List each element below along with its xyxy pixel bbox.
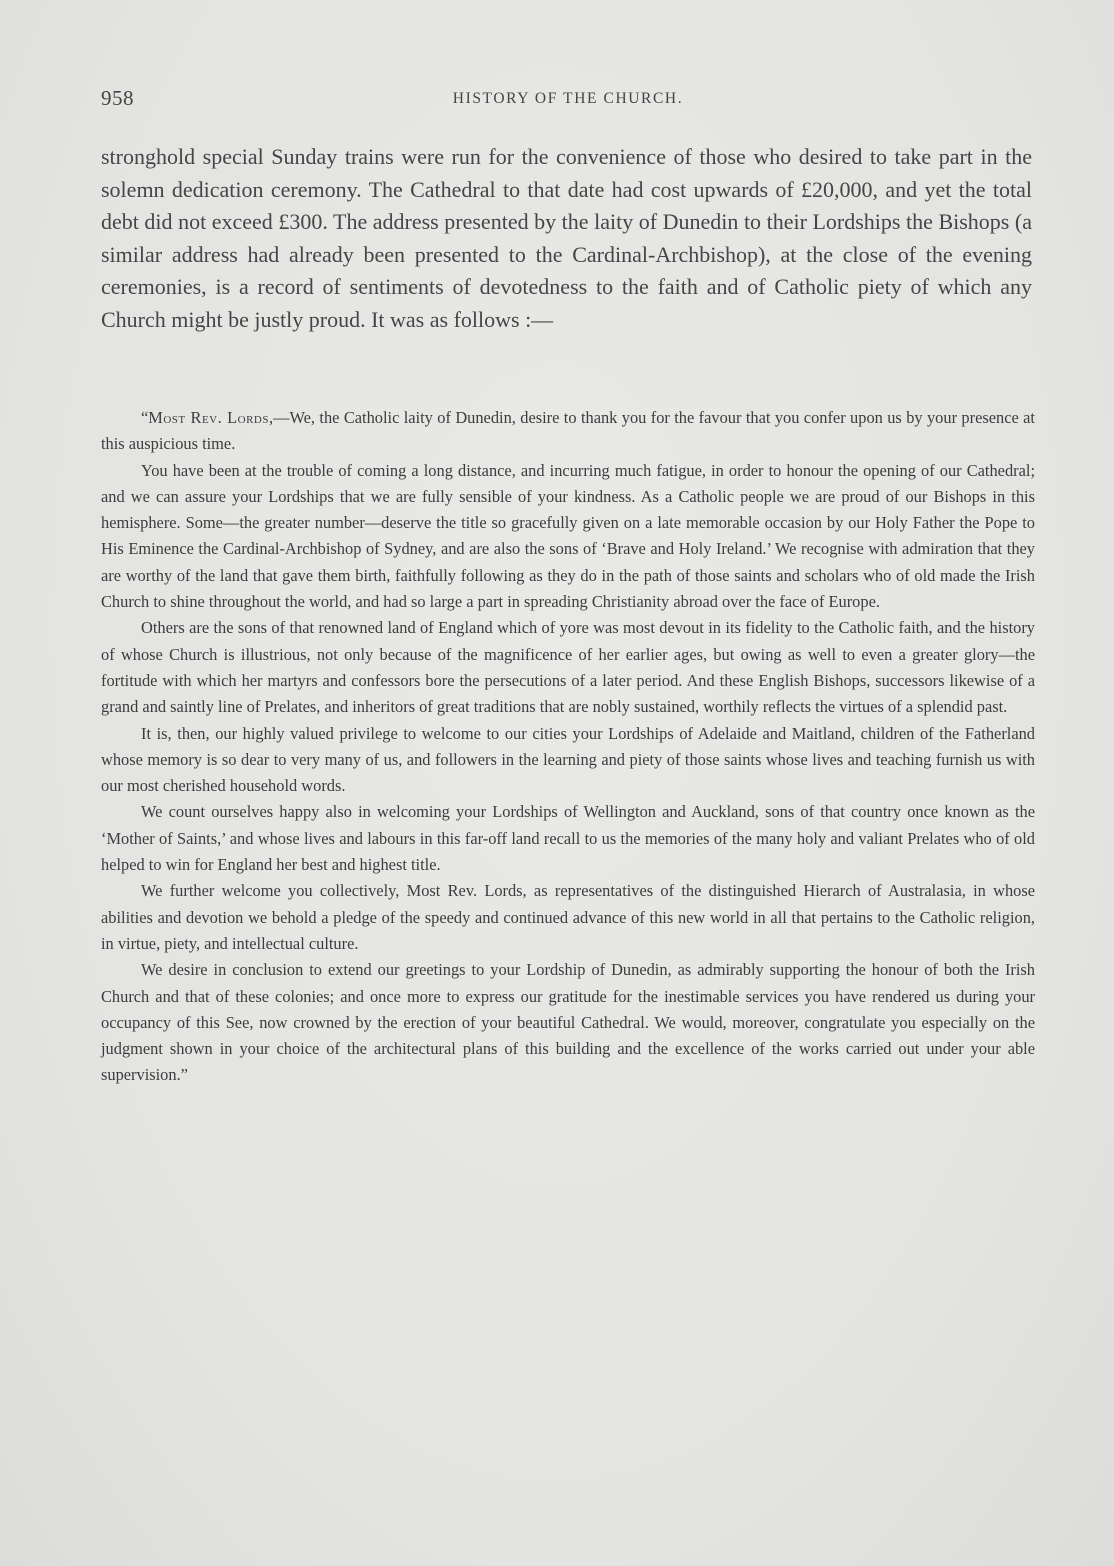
address-paragraph: We further welcome you collectively, Most Rev. Lords, as representatives of the distinguished Hierarch of Australasia, in whose abilities and devotion we behold a pledge of the speedy and continued advance of this new world in all that pertains to the Catholic religion, in virtue, piety, and intellectual culture. — [101, 881, 1035, 953]
address-paragraph: We count ourselves happy also in welcoming your Lordships of Wellington and Auckland, sons of that country once known as the ‘Mother of Saints,’ and whose lives and labours in this far-off land recall to us the memories of the many holy and valiant Prelates who of old helped to win for England her best and highest title. — [101, 802, 1035, 875]
address-quotation — [101, 405, 1035, 1089]
address-paragraph — [101, 405, 1035, 458]
address-paragraph: You have been at the trouble of coming a long distance, and incurring much fatigue, in order to honour the opening of our Cathedral; and we can assure your Lordships that we are fully sensible of your kindness. As a Catholic people we are proud of our Bishops in this hemisphere. Some—the greater number—deserve the title so gracefully given on a late memorable occasion by our Holy Father the Pope to His Eminence the Cardinal-Archbishop of Sydney, and are also the sons of ‘Brave and Holy Ireland.’ We recognise with admiration that they are worthy of the land that gave them birth, faithfully following as they do in the path of those saints and scholars who of old made the Irish Church to shine throughout the world, and had so large a part in spreading Christianity abroad over the face of Europe. — [101, 460, 1035, 612]
address-first-paragraph: ,—We, the Catholic laity of Dunedin, desire to thank you for the favour that you confer upon us by your presence at this auspicious time. — [101, 408, 1035, 454]
opening-quote-mark: “ — [141, 408, 149, 427]
running-head: HISTORY OF THE CHURCH. — [452, 90, 684, 107]
page-header — [101, 86, 1035, 116]
address-paragraph: It is, then, our highly valued privilege to welcome to our cities your Lordships of Adelaide and Maitland, children of the Fatherland whose memory is so dear to very many of us, and followers in the learning and piety of those saints whose lives and teaching furnish us with our most cherished household words. — [101, 723, 1035, 796]
body-text — [101, 141, 1032, 337]
address-paragraph: Others are the sons of that renowned land of England which of yore was most devout in its fidelity to the Catholic faith, and the history of whose Church is illustrious, not only because of the magnificence of her earlier ages, but owing as well to even a greater glory—the fortitude with which her martyrs and confessors bore the persecutions of a later period. And these English Bishops, successors likewise of a grand and saintly line of Prelates, and inheritors of great traditions that are nobly sustained, worthily reflects the virtues of a splendid past. — [101, 618, 1035, 717]
salutation: Most Rev. Lords — [148, 408, 269, 427]
page-number: 958 — [101, 86, 134, 110]
body-paragraph: stronghold special Sunday trains were run for the convenience of those who desired to take part in the solemn dedication ceremony. The Cathedral to that date had cost upwards of £20,000, and yet the total debt did not exceed £300. The address presented by the laity of Dunedin to their Lordships the Bishops (a similar address had already been presented to the Cardinal-Archbishop), at the close of the evening ceremonies, is a record of sentiments of devotedness to the faith and of Catholic piety of which any Church might be justly proud. It was as follows :— — [101, 144, 1032, 332]
address-paragraph: We desire in conclusion to extend our greetings to your Lordship of Dunedin, as admirably supporting the honour of both the Irish Church and that of these colonies; and once more to express our gratitude for the inestimable services you have rendered us during your occupancy of this See, now crowned by the erection of your beautiful Cathedral. We would, moreover, congratulate you especially on the judgment shown in your choice of the architectural plans of this building and the excellence of the works carried out under your able supervision.” — [101, 960, 1035, 1085]
